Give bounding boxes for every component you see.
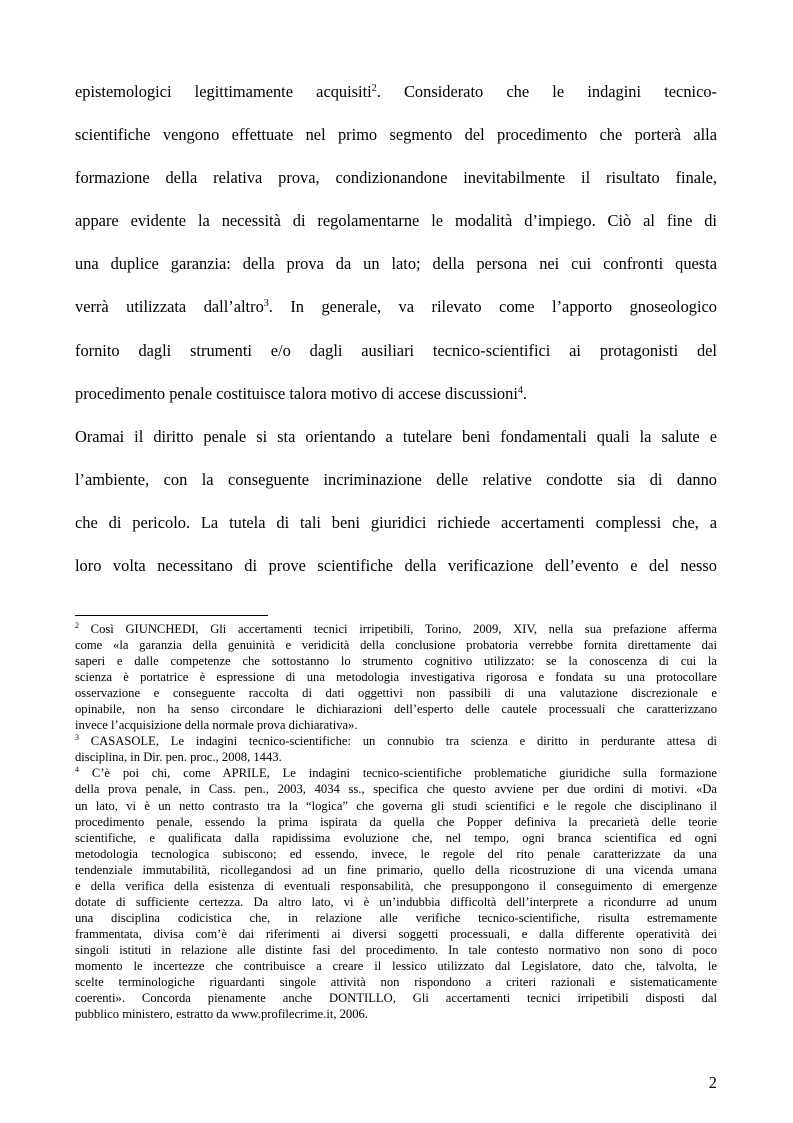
footnote-line: $^2$ Così GIUNCHEDI, Gli accertamenti tecnici irripetibili, Torino, 2009, XIV, nella sua prefazione afferma bbox=[75, 621, 717, 636]
footnote-line: una disciplina codicistica che, in relazione alle verifiche tecnico-scientifiche, risulta estremamente bbox=[75, 910, 717, 925]
footnote-line: $^3$ CASASOLE, Le indagini tecnico-scientifiche: un connubio tra scienza e diritto in perdurante attesa di bbox=[75, 733, 717, 749]
footnote-line: coerenti». Concorda pienamente anche DONTILLO, Gli accertamenti tecnici irripetibili disposti dal bbox=[75, 991, 717, 1006]
footnote-line: tendenziale immutabilità, ricollegandosi ad un fine primario, quello della ricostruzione di una vicenda umana bbox=[75, 862, 717, 877]
footnote-ref-2[interactable]: 2 bbox=[371, 83, 377, 94]
footnote-number: 3 bbox=[75, 733, 79, 743]
footnote-number: 2 bbox=[75, 621, 79, 630]
footnote-number: 4 bbox=[75, 765, 79, 775]
text-line: appare evidente la necessità di regolamentarne le modalità d’impiego. Ciò al fine di bbox=[75, 211, 717, 231]
text-line: formazione della relativa prova, condizionandone inevitabilmente il risultato finale, bbox=[75, 168, 717, 188]
footnote-line: procedimento penale, essendo la prima ispirata da quella che Popper definiva la precarietà delle teorie bbox=[75, 814, 717, 829]
page-number: 2 bbox=[708, 1073, 717, 1092]
text-line: loro volta necessitano di prove scientifiche della verificazione dell’evento e del nesso bbox=[75, 556, 717, 576]
footnote-line: momento le incertezze che contribuisce a creare il lessico utilizzato dal Legislatore, dato che, talvolta, le bbox=[75, 958, 717, 973]
footnote-line: scientifiche, e qualificata dalla rapidissima evoluzione che, nel tempo, ogni branca scientifica ed ogni bbox=[75, 830, 717, 845]
footnote-4 bbox=[75, 765, 717, 1022]
footnote-line: opinabile, non ha senso circondare le dichiarazioni dell’esperto delle cautele processuali che caratterizzano bbox=[75, 702, 717, 717]
footnote-2 bbox=[75, 621, 717, 733]
footnote-line: metodologia tecnologica subiscono; ed essendo, invece, le regole del rito penale caratterizzate da una bbox=[75, 846, 717, 861]
footnote-line: singoli istituti in relazione alle distinte fasi del procedimento. In tale contesto normativo non sono di poco bbox=[75, 942, 717, 957]
footnote-3 bbox=[75, 733, 717, 765]
text-line: procedimento penale costituisce talora motivo di accese discussioni$^4$. bbox=[75, 383, 527, 403]
text-line: epistemologici legittimamente acquisiti$^2$. Considerato che le indagini tecnico- bbox=[75, 82, 717, 101]
footnote-line: come «la garanzia della genuinità e veridicità della conclusione probatoria verrebbe fornita direttamente dai bbox=[75, 638, 717, 653]
footnote-line: della prova penale, in Cass. pen., 2003, 4034 ss., specifica che questo avviene per due ordini di motivi. «Da bbox=[75, 782, 717, 797]
text-line: scientifiche vengono effettuate nel primo segmento del procedimento che porterà alla bbox=[75, 125, 717, 145]
footnote-line: invece l’acquisizione della normale prova dichiarativa». bbox=[75, 718, 358, 733]
footnote-line: pubblico ministero, estratto da www.profilecrime.it, 2006. bbox=[75, 1007, 368, 1022]
footnote-line: disciplina, in Dir. pen. proc., 2008, 1443. bbox=[75, 750, 282, 765]
paragraph-1 bbox=[75, 70, 717, 415]
footnote-line: scelte terminologiche riguardanti singole attività non rispondono a criteri razionali e sistematicamente bbox=[75, 975, 717, 990]
footnote-line: frammentata, divisa com’è dai riferimenti ai diversi soggetti processuali, e dalla differente operatività dei bbox=[75, 926, 717, 941]
text-line: una duplice garanzia: della prova da un lato; della persona nei cui confronti questa bbox=[75, 254, 717, 274]
text-line: Oramai il diritto penale si sta orientando a tutelare beni fondamentali quali la salute e bbox=[75, 426, 717, 446]
footnote-separator bbox=[75, 615, 268, 616]
paragraph-2 bbox=[75, 415, 717, 587]
footnote-line: saperi e dalle competenze che sottostanno lo strumento cognitivo utilizzato: se la conoscenza di cui la bbox=[75, 654, 717, 669]
footnote-line: e della verifica della esistenza di eventuali responsabilità, che presuppongono il conseguimento di emergenze bbox=[75, 878, 717, 893]
footnote-line: un lato, vi è un netto contrasto tra la “logica” che governa gli studi scientifici e le regole che disciplinano il bbox=[75, 798, 717, 813]
footnote-line: $^4$ C’è poi chi, come APRILE, Le indagini tecnico-scientifiche problematiche giuridiche sulla formazione bbox=[75, 765, 717, 781]
text-line: che di pericolo. La tutela di tali beni giuridici richiede accertamenti complessi che, a bbox=[75, 512, 717, 532]
footnote-line: scienza è portatrice è espressione di una metodologia investigativa rigorosa e fondata su una protocollare bbox=[75, 670, 717, 685]
footnote-ref-4[interactable]: 4 bbox=[517, 384, 523, 396]
footnote-ref-3[interactable]: 3 bbox=[263, 298, 269, 310]
footnote-line: dotate di sufficiente certezza. Da altro lato, vi è un’indubbia difficoltà dell’interprete a ricondurre ad unum bbox=[75, 894, 717, 909]
footnote-line: osservazione e conseguente raccolta di dati oggettivi non passibili di una valutazione discrezionale e bbox=[75, 686, 717, 701]
text-line: fornito dagli strumenti e/o dagli ausiliari tecnico-scientifici ai protagonisti del bbox=[75, 340, 717, 360]
text-line: l’ambiente, con la conseguente incriminazione delle relative condotte sia di danno bbox=[75, 469, 717, 489]
footnotes bbox=[75, 621, 717, 1022]
body-text bbox=[75, 70, 717, 587]
text-line: verrà utilizzata dall’altro$^3$. In generale, va rilevato come l’apporto gnoseologico bbox=[75, 297, 717, 317]
